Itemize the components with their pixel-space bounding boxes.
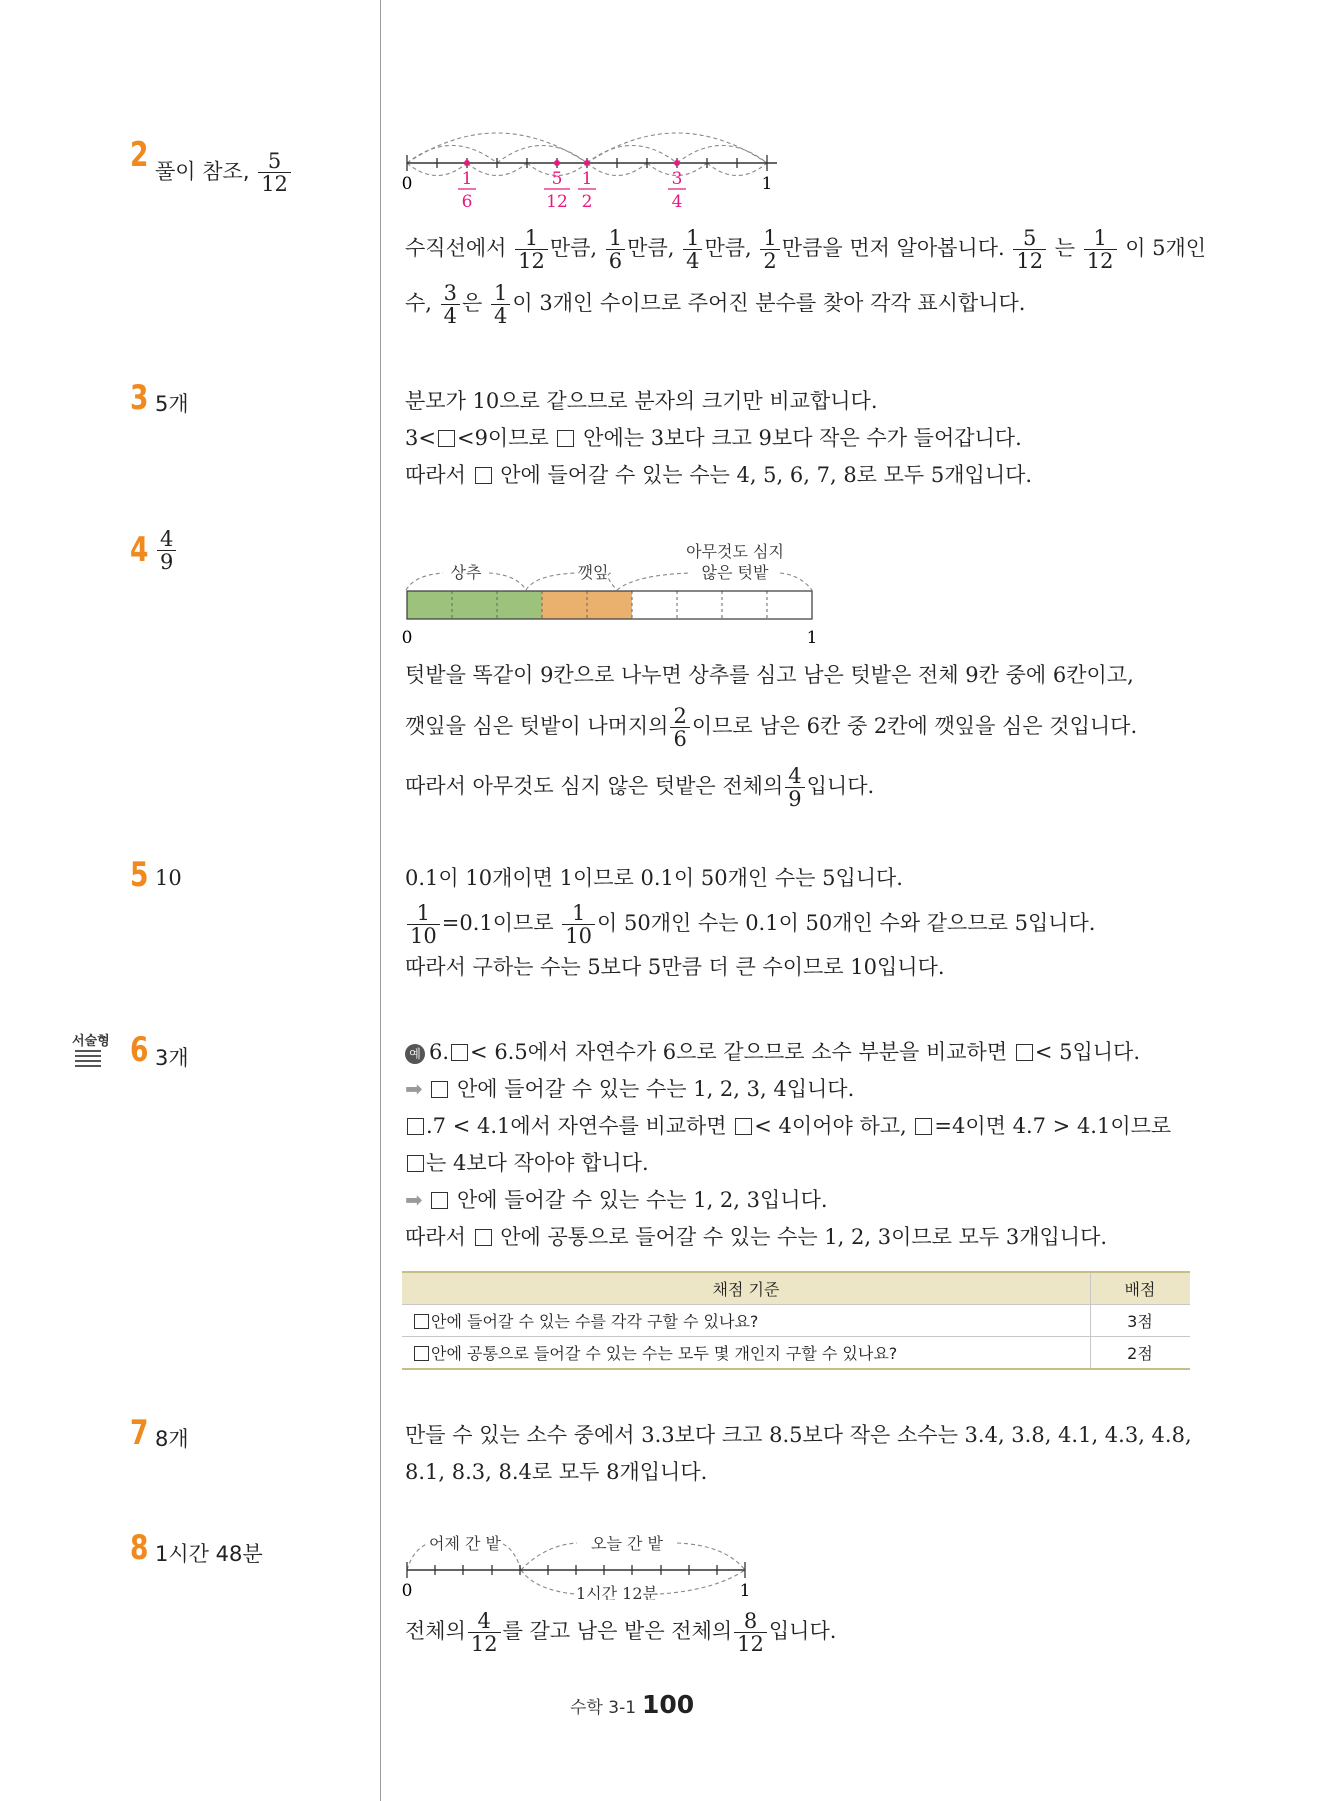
question-number-7: 7 [130,1413,149,1453]
text-line: 전체의 $\frac{4}{12}$ 를 갈고 남은 밭은 전체의 $\frac{8}{12}$ 입니다. [405,1608,837,1656]
text-line: 예 6. < 6.5에서 자연수가 6으로 같으므로 소수 부분을 비교하면 < 5입니다. [405,1034,1205,1071]
fraction: $\frac{4}{12}$ [468,1610,501,1655]
blank-box [451,1044,468,1061]
fraction: $\frac{1}{10}$ [407,902,440,947]
blank-box [407,1118,424,1135]
header-points: 배점 [1091,1272,1191,1305]
blank-box [475,1229,492,1246]
fraction: $\frac{1}{6}$ [606,227,625,272]
mark-numerator: 1 [581,169,593,189]
bar-cell [542,591,587,619]
blank-box [431,1081,448,1098]
answer-6: 3개 [155,1046,189,1070]
mark-dot [584,160,590,166]
question-number-6: 6 [130,1030,149,1070]
text-line: 수직선에서 $\frac{1}{12}$ 만큼, $\frac{1}{6}$ 만큼, $\frac{1}{4}$ 만큼, $\frac{1}{2}$ 만큼을 먼저 알아봅니다. $\frac{5}{12}$ 는 $\frac{1}{12}$ 이 5개인 [405,225,1207,273]
explanation-3 [405,383,1205,494]
explanation-4 [405,654,1205,816]
answer-2-text: 풀이 참조, [155,159,250,184]
blank-box [915,1118,932,1135]
answer-4 [155,528,178,573]
essay-badge: 서술형 [72,1034,110,1049]
answer-4-fraction: $\frac{4}{9}$ [157,528,176,573]
answer-8: 1시간 48분 [155,1542,263,1566]
question-number-3: 3 [130,378,149,418]
tick-label-1: 1 [806,628,818,648]
mark-dot [464,160,470,166]
garden-bar-diagram [395,535,845,650]
scoring-table [402,1271,1190,1370]
label-empty-line2: 않은 텃밭 [701,563,769,582]
text-line: 따라서 아무것도 심지 않은 텃밭은 전체의 $\frac{4}{9}$ 입니다. [405,763,875,811]
fraction: $\frac{1}{12}$ [1084,227,1117,272]
blank-box [1016,1044,1033,1061]
answer-2-fraction: $\frac{5}{12}$ [258,150,291,195]
blank-box [414,1346,429,1361]
label-empty-line1: 아무것도 심지 [686,542,784,561]
answer-7: 8개 [155,1427,189,1451]
label-time: 1시간 12분 [576,1584,658,1600]
text-line: 따라서 구하는 수는 5보다 5만큼 더 큰 수이므로 10입니다. [405,955,945,979]
arrow-right-icon: ➡ [405,1077,423,1101]
mark-numerator: 5 [551,169,563,189]
header-criteria: 채점 기준 [402,1272,1091,1305]
label-yesterday: 어제 간 밭 [429,1534,501,1553]
explanation-7 [405,1417,1205,1491]
tick-label-0: 0 [401,1581,413,1600]
answer-2 [155,150,293,195]
blank-box [735,1118,752,1135]
criteria-cell: 안에 공통으로 들어갈 수 있는 수는 모두 몇 개인지 구할 수 있나요? [402,1337,1091,1370]
question-number-2: 2 [130,135,149,175]
tick-label-1: 1 [761,174,773,194]
text-line: ➡ 안에 들어갈 수 있는 수는 1, 2, 3, 4입니다. [405,1077,855,1101]
text-line: 3< <9이므로 안에는 3보다 크고 9보다 작은 수가 들어갑니다. [405,426,1022,450]
explanation-6 [405,1034,1205,1256]
text-line: 0.1이 10개이면 1이므로 0.1이 50개인 수는 5입니다. [405,866,903,890]
example-icon: 예 [405,1044,425,1064]
explanation-5 [405,860,1205,986]
blank-box [414,1314,429,1329]
mark-dot [674,160,680,166]
question-number-8: 8 [130,1528,149,1568]
tick-label-0: 0 [401,628,413,648]
label-perilla: 깻잎 [577,563,609,582]
subject-label: 수학 3-1 [570,1698,637,1718]
bar-cell [497,591,542,619]
bar-cell [632,591,677,619]
blank-box [475,467,492,484]
answer-5: 10 [155,866,182,890]
fraction: $\frac{4}{9}$ [785,765,804,810]
fraction: $\frac{8}{12}$ [734,1610,767,1655]
bar-cell [767,591,812,619]
fraction: $\frac{1}{4}$ [491,282,510,327]
label-lettuce: 상추 [450,563,482,582]
mark-denominator: 2 [581,192,593,212]
text-line: ➡ 안에 들어갈 수 있는 수는 1, 2, 3입니다. [405,1188,828,1212]
mark-denominator: 12 [546,192,568,212]
tick-label-1: 1 [739,1581,751,1600]
tick-label-0: 0 [401,174,413,194]
text-line: 8.1, 8.3, 8.4로 모두 8개입니다. [405,1460,708,1484]
mark-denominator: 4 [671,192,683,212]
blank-box [431,1192,448,1209]
fraction: $\frac{3}{4}$ [441,282,460,327]
fraction: $\frac{5}{12}$ [1013,227,1046,272]
text-line: .7 < 4.1에서 자연수를 비교하면 < 4이어야 하고, =4이면 4.7 > 4.1이므로 [405,1108,1205,1145]
label-today: 오늘 간 밭 [591,1534,663,1553]
text-line: 깻잎을 심은 텃밭이 나머지의 $\frac{2}{6}$ 이므로 남은 6칸 중 2칸에 깻잎을 심은 것입니다. [405,703,1138,751]
text-line: 따라서 안에 들어갈 수 있는 수는 4, 5, 6, 7, 8로 모두 5개입니다. [405,463,1033,487]
text-line: 분모가 10으로 같으므로 분자의 크기만 비교합니다. [405,389,878,413]
field-numberline [395,1530,775,1600]
page-footer [570,1690,694,1719]
bar-cells [407,591,812,619]
fraction: $\frac{1}{2}$ [760,227,779,272]
bar-cell [452,591,497,619]
criteria-cell: 안에 들어갈 수 있는 수를 각각 구할 수 있나요? [402,1305,1091,1337]
text-line: $\frac{1}{10}$ =0.1이므로 $\frac{1}{10}$ 이 50개인 수는 0.1이 50개인 수와 같으므로 5입니다. [405,897,1205,949]
bar-cell [407,591,452,619]
answer-3: 5개 [155,392,189,416]
mark-numerator: 1 [461,169,473,189]
fraction: $\frac{2}{6}$ [670,705,689,750]
essay-badge-lines [75,1050,101,1070]
explanation-2 [405,222,1205,332]
blank-box [438,430,455,447]
text-line: 만들 수 있는 소수 중에서 3.3보다 크고 8.5보다 작은 소수는 3.4, 3.8, 4.1, 4.3, 4.8, [405,1423,1192,1447]
text-line: 텃밭을 똑같이 9칸으로 나누면 상추를 심고 남은 텃밭은 전체 9칸 중에 6칸이고, [405,663,1134,687]
fraction: $\frac{1}{4}$ [683,227,702,272]
bar-cell [677,591,722,619]
table-header-row [402,1272,1190,1305]
mark-numerator: 3 [671,169,683,189]
points-cell: 2점 [1091,1337,1191,1370]
fraction: $\frac{1}{12}$ [515,227,548,272]
table-row [402,1305,1190,1337]
question-number-5: 5 [130,855,149,895]
bar-cell [587,591,632,619]
points-cell: 3점 [1091,1305,1191,1337]
text-line: 는 4보다 작아야 합니다. [405,1145,1205,1182]
explanation-8 [405,1603,1205,1659]
text-line: 수, $\frac{3}{4}$ 은 $\frac{1}{4}$ 이 3개인 수이므로 주어진 분수를 찾아 각각 표시합니다. [405,280,1026,328]
numberline-q2 [395,118,845,218]
question-number-4: 4 [130,530,149,570]
arrow-right-icon: ➡ [405,1188,423,1212]
blank-box [407,1155,424,1172]
bar-cell [722,591,767,619]
page-number: 100 [642,1690,695,1719]
mark-denominator: 6 [461,192,473,212]
mark-dot [554,160,560,166]
fraction: $\frac{1}{10}$ [562,902,595,947]
column-divider [380,0,381,1801]
text-line: 따라서 안에 공통으로 들어갈 수 있는 수는 1, 2, 3이므로 모두 3개입니다. [405,1225,1108,1249]
table-row [402,1337,1190,1370]
blank-box [557,430,574,447]
